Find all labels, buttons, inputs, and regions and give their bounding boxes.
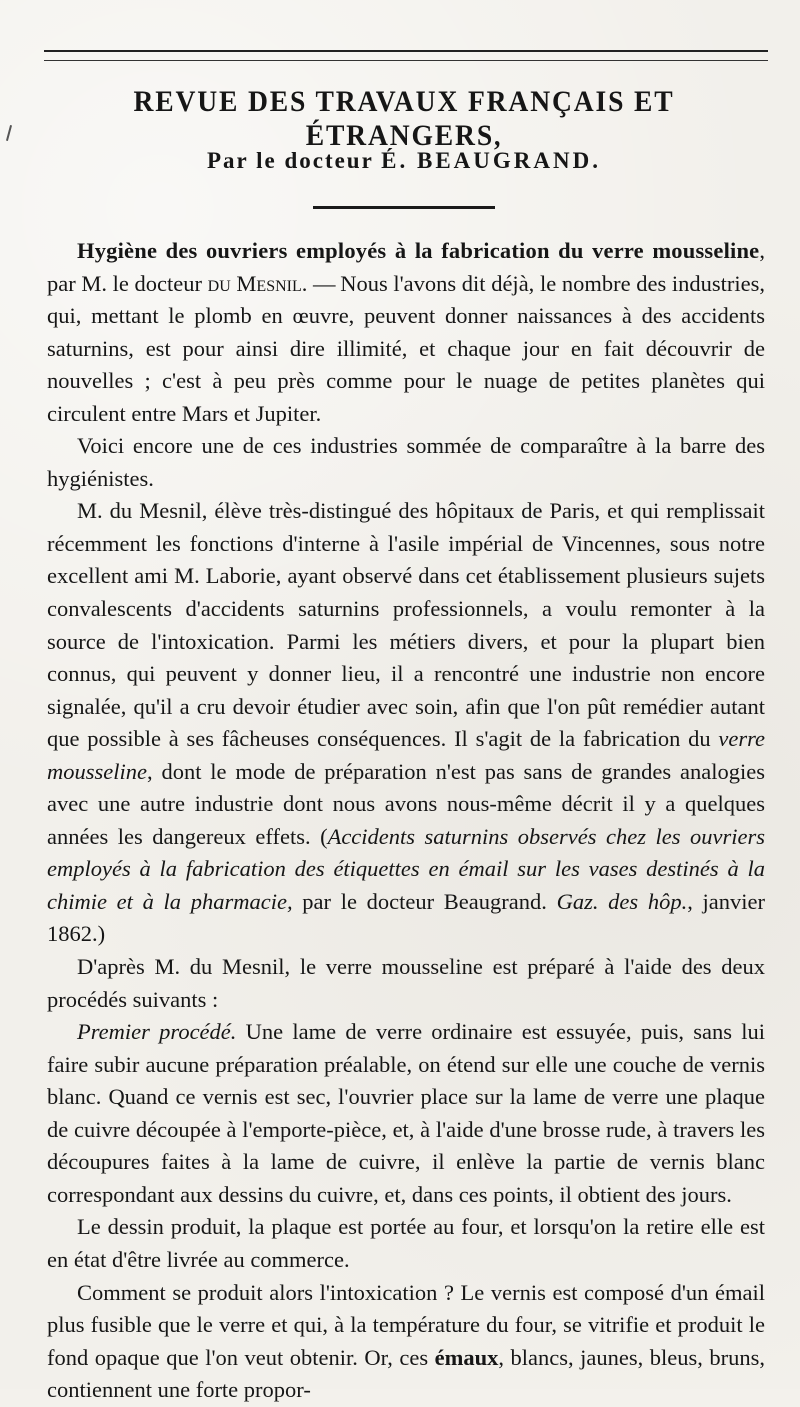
paragraph-1-text: Nous l'avons dit déjà, le nombre des industries, qui, mettant le plomb en œuvre, peuvent donner naissances à des accidents saturnins, est pour ainsi dire illimité, et chaque jour en fait découvrir de nouvelles ; c'est à peu près comme pour le nuage de petites planètes qui circulent entre Mars et Jupiter. [47, 270, 765, 426]
paragraph-3-part-b: , dont le mode de préparation n'est pas sans de grandes analogies avec une autre industrie dont nous avons nous-même décrit il y a quelques années les dangereux effets. ( [47, 758, 765, 849]
paragraph-5-text: Une lame de verre ordinaire est essuyée, puis, sans lui faire subir aucune préparation préalable, on étend sur elle une couche de vernis blanc. Quand ce vernis est sec, l'ouvrier place sur la lame de verre une plaque de cuivre découpée à l'emporte-pièce, et, à l'aide d'une brosse rude, à travers les découpures faites à la lame de cuivre, il enlève la partie de vernis blanc correspondant aux dessins du cuivre, et, dans ces points, il obtient des jours. [47, 1019, 765, 1207]
paragraph-4: D'après M. du Mesnil, le verre mousseline est préparé à l'aide des deux procédés suivants : [47, 954, 765, 1012]
top-double-rule [44, 50, 768, 61]
heading-title: REVUE DES TRAVAUX FRANÇAIS ET ÉTRANGERS [133, 85, 675, 152]
article-lead-title: Hygiène des ouvriers employés à la fabrication du verre mousseline [77, 238, 760, 263]
paragraph-7-end: , blancs, jaunes, bleus, bruns, contiennent une forte propor- [47, 1344, 765, 1403]
page-heading [73, 85, 735, 153]
paragraph-7-text: Comment se produit alors l'intoxication ? Le vernis est composé d'un émail plus fusible que le verre et qui, à la température du four, se vitrifie et produit le fond opaque que l'on veut obtenir. Or, ces [47, 1279, 765, 1370]
margin-mark [6, 125, 12, 141]
paragraph-3-italic-3: Gaz. des hôp. [556, 888, 688, 914]
lead-dot: . [301, 270, 308, 296]
article-body [47, 235, 765, 1407]
paragraph-5 [47, 1016, 765, 1211]
paragraph-2: Voici encore une de ces industries sommée de comparaître à la barre des hygiénistes. [47, 433, 765, 491]
paragraph-3-part-a: M. du Mesnil, élève très-distingué des hôpitaux de Paris, et qui remplissait récemment les fonctions d'interne à l'asile impérial de Vincennes, sous notre excellent ami M. Laborie, ayant observé dans cet établissement plusieurs sujets convalescents d'accidents saturnins professionnels, a voulu remonter à la source de l'intoxication. Parmi les métiers divers, et pour la plupart bien connus, qui peuvent y donner lieu, il a rencontré une industrie non encore signalée, qu'il a cru devoir étudier avec soin, afin que l'on pût remédier autant que possible à ses fâcheuses conséquences. Il s'agit de la fabrication du [47, 498, 765, 752]
lead-author: du Mesnil [207, 270, 302, 296]
paragraph-5-italic: Premier procédé. [77, 1019, 237, 1045]
byline-prefix: Par le docteur [207, 148, 374, 173]
heading-comma: , [494, 121, 503, 152]
paragraph-7 [47, 1277, 765, 1407]
byline-author: É. BEAUGRAND. [381, 148, 601, 173]
paragraph-1 [47, 235, 765, 430]
paragraph-3-italic-1: verre mousseline [47, 726, 765, 784]
paragraph-3-part-c: par le docteur Beaugrand. [292, 888, 557, 914]
heading-rule [313, 206, 495, 209]
paragraph-3-part-d: , janvier 1862.) [47, 888, 766, 947]
byline [44, 148, 764, 174]
paragraph-6: Le dessin produit, la plaque est portée au four, et lorsqu'on la retire elle est en état d'être livrée au commerce. [47, 1214, 765, 1272]
lead-after-text: , par M. le docteur [47, 238, 765, 296]
lead-dash: — [313, 270, 335, 296]
paragraph-3 [47, 495, 765, 951]
paragraph-3-italic-2: Accidents saturnins observés chez les ouvriers employés à la fabrication des étiquettes en émail sur les vases destinés à la chimie et à la pharmacie, [47, 823, 765, 914]
paragraph-7-bold: émaux [434, 1344, 499, 1370]
